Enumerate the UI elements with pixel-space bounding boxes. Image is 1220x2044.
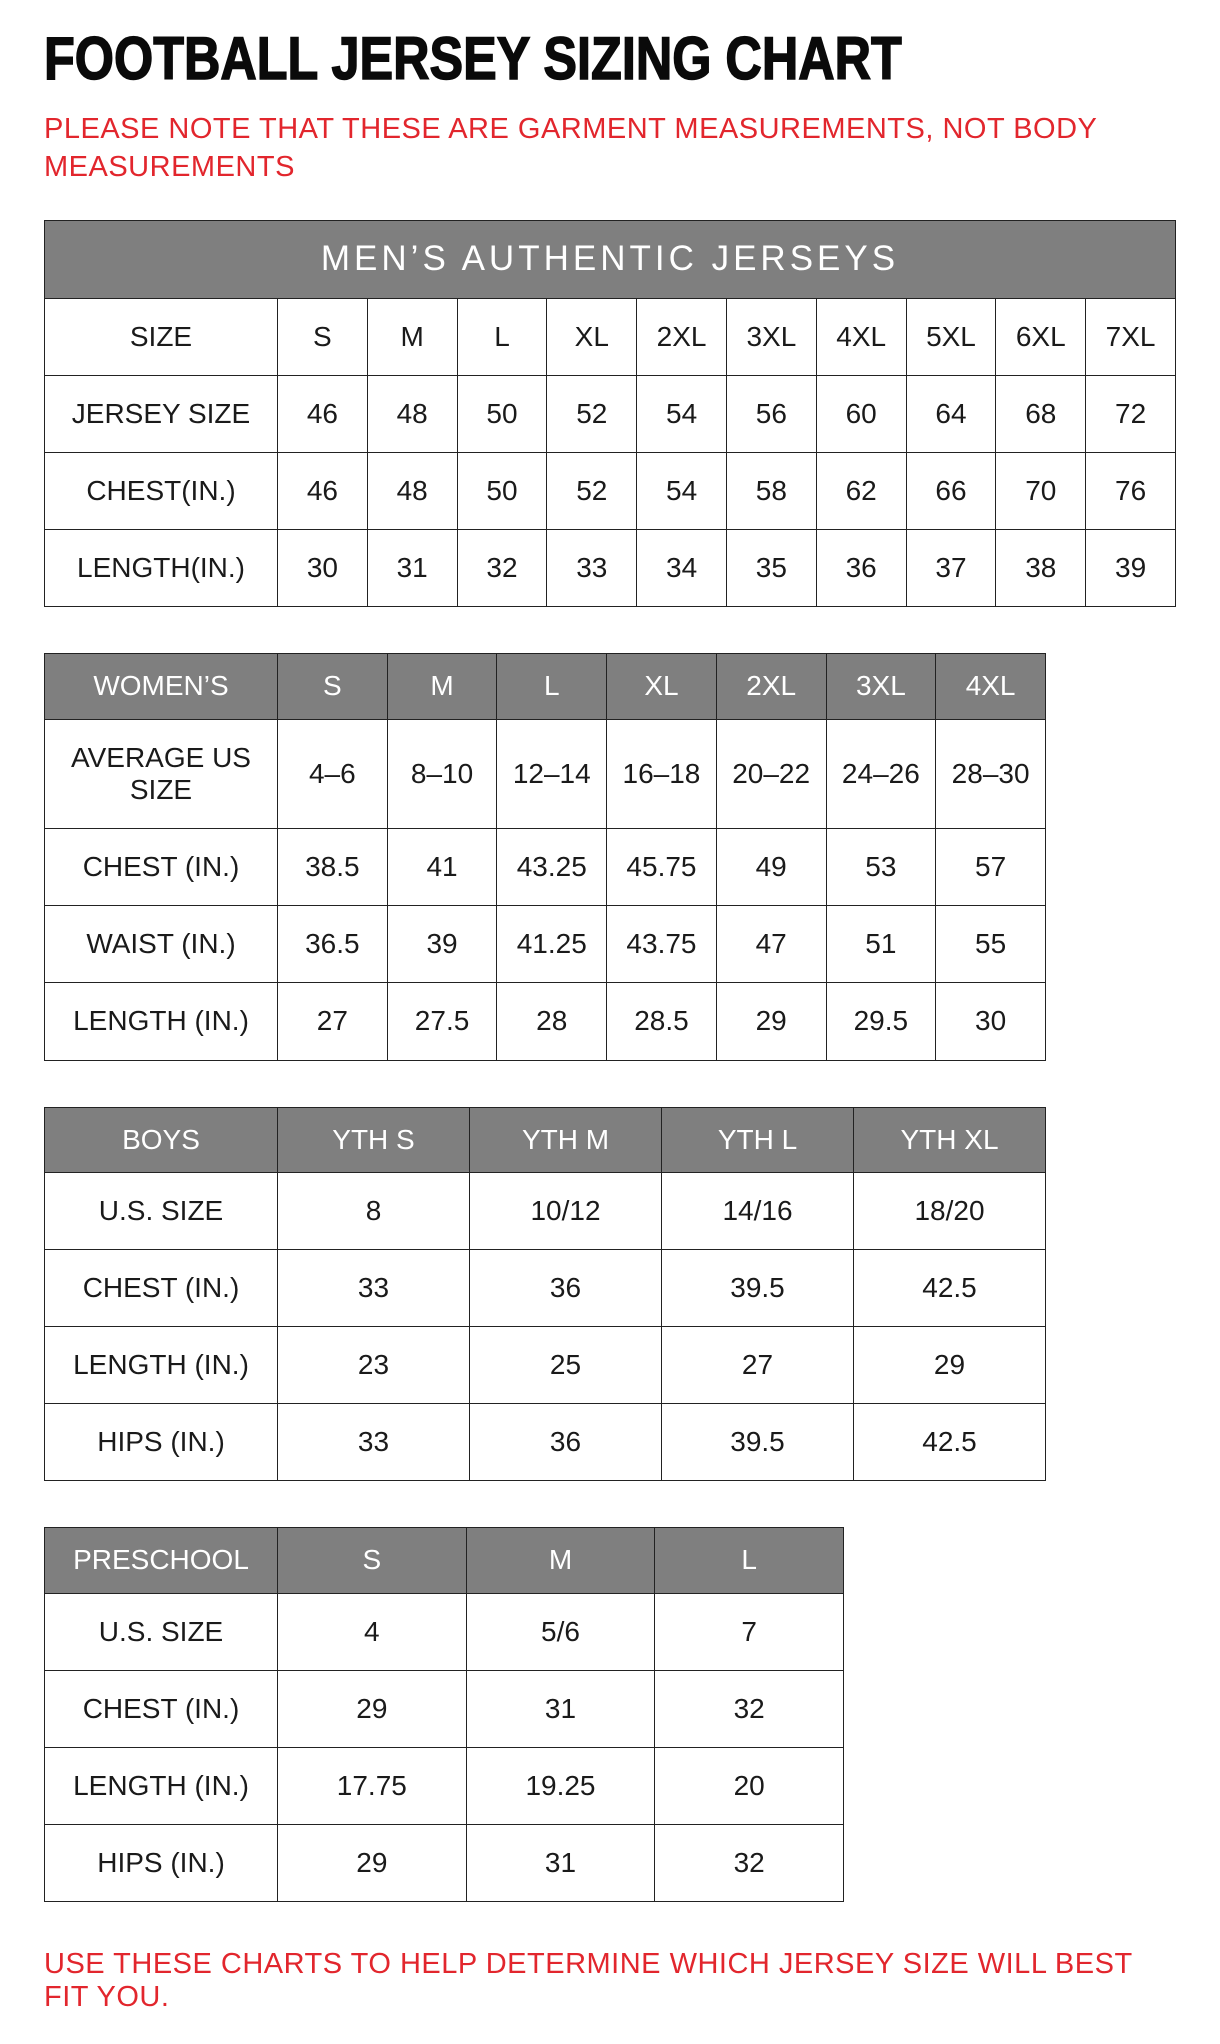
womens-data-cell: 49 bbox=[716, 828, 826, 905]
womens-size-header-cell: M bbox=[387, 654, 497, 719]
womens-size-header-cell: 3XL bbox=[826, 654, 936, 719]
mens-data-cell: 31 bbox=[367, 530, 457, 607]
mens-data-cell: 39 bbox=[1086, 530, 1176, 607]
womens-data-cell: 57 bbox=[936, 828, 1046, 905]
mens-row-label: CHEST(IN.) bbox=[45, 453, 278, 530]
preschool-header-row bbox=[45, 1528, 844, 1593]
mens-data-cell: 58 bbox=[726, 453, 816, 530]
preschool-table-row bbox=[45, 1593, 844, 1670]
mens-data-cell: 66 bbox=[906, 453, 996, 530]
footer-note: USE THESE CHARTS TO HELP DETERMINE WHICH JERSEY SIZE WILL BEST FIT YOU. bbox=[44, 1948, 1133, 2014]
boys-table-row bbox=[45, 1172, 1046, 1249]
mens-data-cell: 36 bbox=[816, 530, 906, 607]
womens-size-header-cell: XL bbox=[607, 654, 717, 719]
mens-data-cell: 46 bbox=[278, 375, 368, 452]
boys-data-cell: 29 bbox=[854, 1327, 1046, 1404]
boys-data-cell: 27 bbox=[662, 1327, 854, 1404]
preschool-row-label: HIPS (IN.) bbox=[45, 1825, 278, 1902]
womens-size-header-cell: 4XL bbox=[936, 654, 1046, 719]
boys-table-row bbox=[45, 1404, 1046, 1481]
boys-row-label: CHEST (IN.) bbox=[45, 1249, 278, 1326]
womens-data-cell: 28 bbox=[497, 983, 607, 1060]
womens-data-cell: 55 bbox=[936, 906, 1046, 983]
preschool-data-cell: 29 bbox=[278, 1825, 467, 1902]
mens-data-cell: 5XL bbox=[906, 298, 996, 375]
womens-data-cell: 38.5 bbox=[278, 828, 388, 905]
preschool-sizing-table bbox=[44, 1527, 844, 1902]
womens-data-cell: 29 bbox=[716, 983, 826, 1060]
mens-data-cell: 52 bbox=[547, 375, 637, 452]
boys-sizing-table bbox=[44, 1107, 1046, 1482]
womens-table-row bbox=[45, 719, 1046, 828]
mens-row-label: LENGTH(IN.) bbox=[45, 530, 278, 607]
mens-data-cell: S bbox=[278, 298, 368, 375]
boys-data-cell: 36 bbox=[470, 1249, 662, 1326]
mens-data-cell: 37 bbox=[906, 530, 996, 607]
mens-data-cell: 72 bbox=[1086, 375, 1176, 452]
mens-data-cell: 48 bbox=[367, 453, 457, 530]
preschool-data-cell: 19.25 bbox=[466, 1748, 655, 1825]
womens-table-row bbox=[45, 828, 1046, 905]
mens-data-cell: 50 bbox=[457, 375, 547, 452]
mens-data-cell: 30 bbox=[278, 530, 368, 607]
boys-row-label: HIPS (IN.) bbox=[45, 1404, 278, 1481]
preschool-header-label: PRESCHOOL bbox=[45, 1528, 278, 1593]
womens-data-cell: 27.5 bbox=[387, 983, 497, 1060]
preschool-table-row bbox=[45, 1825, 844, 1902]
womens-data-cell: 28–30 bbox=[936, 719, 1046, 828]
womens-data-cell: 16–18 bbox=[607, 719, 717, 828]
womens-data-cell: 29.5 bbox=[826, 983, 936, 1060]
boys-header-label: BOYS bbox=[45, 1107, 278, 1172]
boys-data-cell: 14/16 bbox=[662, 1172, 854, 1249]
womens-data-cell: 43.25 bbox=[497, 828, 607, 905]
preschool-data-cell: 4 bbox=[278, 1593, 467, 1670]
boys-data-cell: 36 bbox=[470, 1404, 662, 1481]
preschool-data-cell: 32 bbox=[655, 1825, 844, 1902]
preschool-row-label: U.S. SIZE bbox=[45, 1593, 278, 1670]
page-title: FOOTBALL JERSEY SIZING CHART bbox=[44, 25, 902, 92]
preschool-row-label: CHEST (IN.) bbox=[45, 1670, 278, 1747]
boys-size-header-cell: YTH XL bbox=[854, 1107, 1046, 1172]
preschool-table-row bbox=[45, 1670, 844, 1747]
womens-data-cell: 41 bbox=[387, 828, 497, 905]
womens-header-row bbox=[45, 654, 1046, 719]
womens-data-cell: 41.25 bbox=[497, 906, 607, 983]
mens-data-cell: 62 bbox=[816, 453, 906, 530]
mens-data-cell: 76 bbox=[1086, 453, 1176, 530]
mens-data-cell: 4XL bbox=[816, 298, 906, 375]
preschool-size-header-cell: L bbox=[655, 1528, 844, 1593]
boys-data-cell: 33 bbox=[278, 1404, 470, 1481]
womens-row-label: CHEST (IN.) bbox=[45, 828, 278, 905]
womens-row-label: WAIST (IN.) bbox=[45, 906, 278, 983]
womens-data-cell: 39 bbox=[387, 906, 497, 983]
mens-data-cell: 46 bbox=[278, 453, 368, 530]
womens-data-cell: 36.5 bbox=[278, 906, 388, 983]
mens-data-cell: 33 bbox=[547, 530, 637, 607]
womens-data-cell: 8–10 bbox=[387, 719, 497, 828]
womens-table-row bbox=[45, 906, 1046, 983]
mens-table-row bbox=[45, 298, 1176, 375]
womens-data-cell: 47 bbox=[716, 906, 826, 983]
mens-title-row bbox=[45, 221, 1176, 298]
womens-data-cell: 53 bbox=[826, 828, 936, 905]
boys-header-row bbox=[45, 1107, 1046, 1172]
womens-data-cell: 20–22 bbox=[716, 719, 826, 828]
boys-data-cell: 39.5 bbox=[662, 1404, 854, 1481]
boys-data-cell: 42.5 bbox=[854, 1404, 1046, 1481]
preschool-table-row bbox=[45, 1748, 844, 1825]
womens-data-cell: 12–14 bbox=[497, 719, 607, 828]
womens-size-header-cell: 2XL bbox=[716, 654, 826, 719]
mens-row-label: JERSEY SIZE bbox=[45, 375, 278, 452]
mens-data-cell: 2XL bbox=[637, 298, 727, 375]
womens-size-header-cell: S bbox=[278, 654, 388, 719]
womens-data-cell: 43.75 bbox=[607, 906, 717, 983]
mens-data-cell: 38 bbox=[996, 530, 1086, 607]
womens-data-cell: 4–6 bbox=[278, 719, 388, 828]
mens-table-row bbox=[45, 453, 1176, 530]
mens-data-cell: 48 bbox=[367, 375, 457, 452]
mens-table-row bbox=[45, 530, 1176, 607]
mens-row-label: SIZE bbox=[45, 298, 278, 375]
preschool-data-cell: 31 bbox=[466, 1825, 655, 1902]
boys-table-row bbox=[45, 1327, 1046, 1404]
preschool-data-cell: 5/6 bbox=[466, 1593, 655, 1670]
boys-data-cell: 39.5 bbox=[662, 1249, 854, 1326]
womens-row-label: LENGTH (IN.) bbox=[45, 983, 278, 1060]
womens-data-cell: 30 bbox=[936, 983, 1046, 1060]
mens-data-cell: 52 bbox=[547, 453, 637, 530]
preschool-data-cell: 31 bbox=[466, 1670, 655, 1747]
mens-data-cell: 54 bbox=[637, 453, 727, 530]
womens-row-label: AVERAGE US SIZE bbox=[45, 719, 278, 828]
mens-data-cell: XL bbox=[547, 298, 637, 375]
preschool-data-cell: 29 bbox=[278, 1670, 467, 1747]
mens-data-cell: M bbox=[367, 298, 457, 375]
boys-row-label: U.S. SIZE bbox=[45, 1172, 278, 1249]
boys-data-cell: 10/12 bbox=[470, 1172, 662, 1249]
preschool-data-cell: 20 bbox=[655, 1748, 844, 1825]
womens-data-cell: 45.75 bbox=[607, 828, 717, 905]
boys-data-cell: 25 bbox=[470, 1327, 662, 1404]
boys-data-cell: 33 bbox=[278, 1249, 470, 1326]
mens-data-cell: L bbox=[457, 298, 547, 375]
womens-size-header-cell: L bbox=[497, 654, 607, 719]
womens-data-cell: 24–26 bbox=[826, 719, 936, 828]
boys-data-cell: 23 bbox=[278, 1327, 470, 1404]
mens-table-row bbox=[45, 375, 1176, 452]
mens-data-cell: 35 bbox=[726, 530, 816, 607]
mens-data-cell: 3XL bbox=[726, 298, 816, 375]
boys-data-cell: 42.5 bbox=[854, 1249, 1046, 1326]
boys-size-header-cell: YTH S bbox=[278, 1107, 470, 1172]
mens-data-cell: 34 bbox=[637, 530, 727, 607]
womens-header-label: WOMEN’S bbox=[45, 654, 278, 719]
mens-data-cell: 7XL bbox=[1086, 298, 1176, 375]
preschool-data-cell: 32 bbox=[655, 1670, 844, 1747]
womens-data-cell: 51 bbox=[826, 906, 936, 983]
boys-size-header-cell: YTH M bbox=[470, 1107, 662, 1172]
mens-data-cell: 54 bbox=[637, 375, 727, 452]
mens-data-cell: 32 bbox=[457, 530, 547, 607]
boys-data-cell: 18/20 bbox=[854, 1172, 1046, 1249]
womens-sizing-table bbox=[44, 653, 1046, 1060]
womens-data-cell: 28.5 bbox=[607, 983, 717, 1060]
mens-data-cell: 64 bbox=[906, 375, 996, 452]
mens-data-cell: 60 bbox=[816, 375, 906, 452]
mens-data-cell: 50 bbox=[457, 453, 547, 530]
boys-table-row bbox=[45, 1249, 1046, 1326]
womens-table-row bbox=[45, 983, 1046, 1060]
mens-data-cell: 6XL bbox=[996, 298, 1086, 375]
preschool-size-header-cell: M bbox=[466, 1528, 655, 1593]
mens-data-cell: 68 bbox=[996, 375, 1086, 452]
boys-row-label: LENGTH (IN.) bbox=[45, 1327, 278, 1404]
womens-data-cell: 27 bbox=[278, 983, 388, 1060]
mens-data-cell: 70 bbox=[996, 453, 1086, 530]
preschool-data-cell: 17.75 bbox=[278, 1748, 467, 1825]
mens-table-title: MEN’S AUTHENTIC JERSEYS bbox=[45, 221, 1176, 298]
boys-data-cell: 8 bbox=[278, 1172, 470, 1249]
preschool-size-header-cell: S bbox=[278, 1528, 467, 1593]
preschool-row-label: LENGTH (IN.) bbox=[45, 1748, 278, 1825]
boys-size-header-cell: YTH L bbox=[662, 1107, 854, 1172]
mens-data-cell: 56 bbox=[726, 375, 816, 452]
mens-authentic-jerseys-table bbox=[44, 220, 1176, 607]
garment-measurements-note: PLEASE NOTE THAT THESE ARE GARMENT MEASUREMENTS, NOT BODY MEASUREMENTS bbox=[44, 113, 1097, 183]
preschool-data-cell: 7 bbox=[655, 1593, 844, 1670]
